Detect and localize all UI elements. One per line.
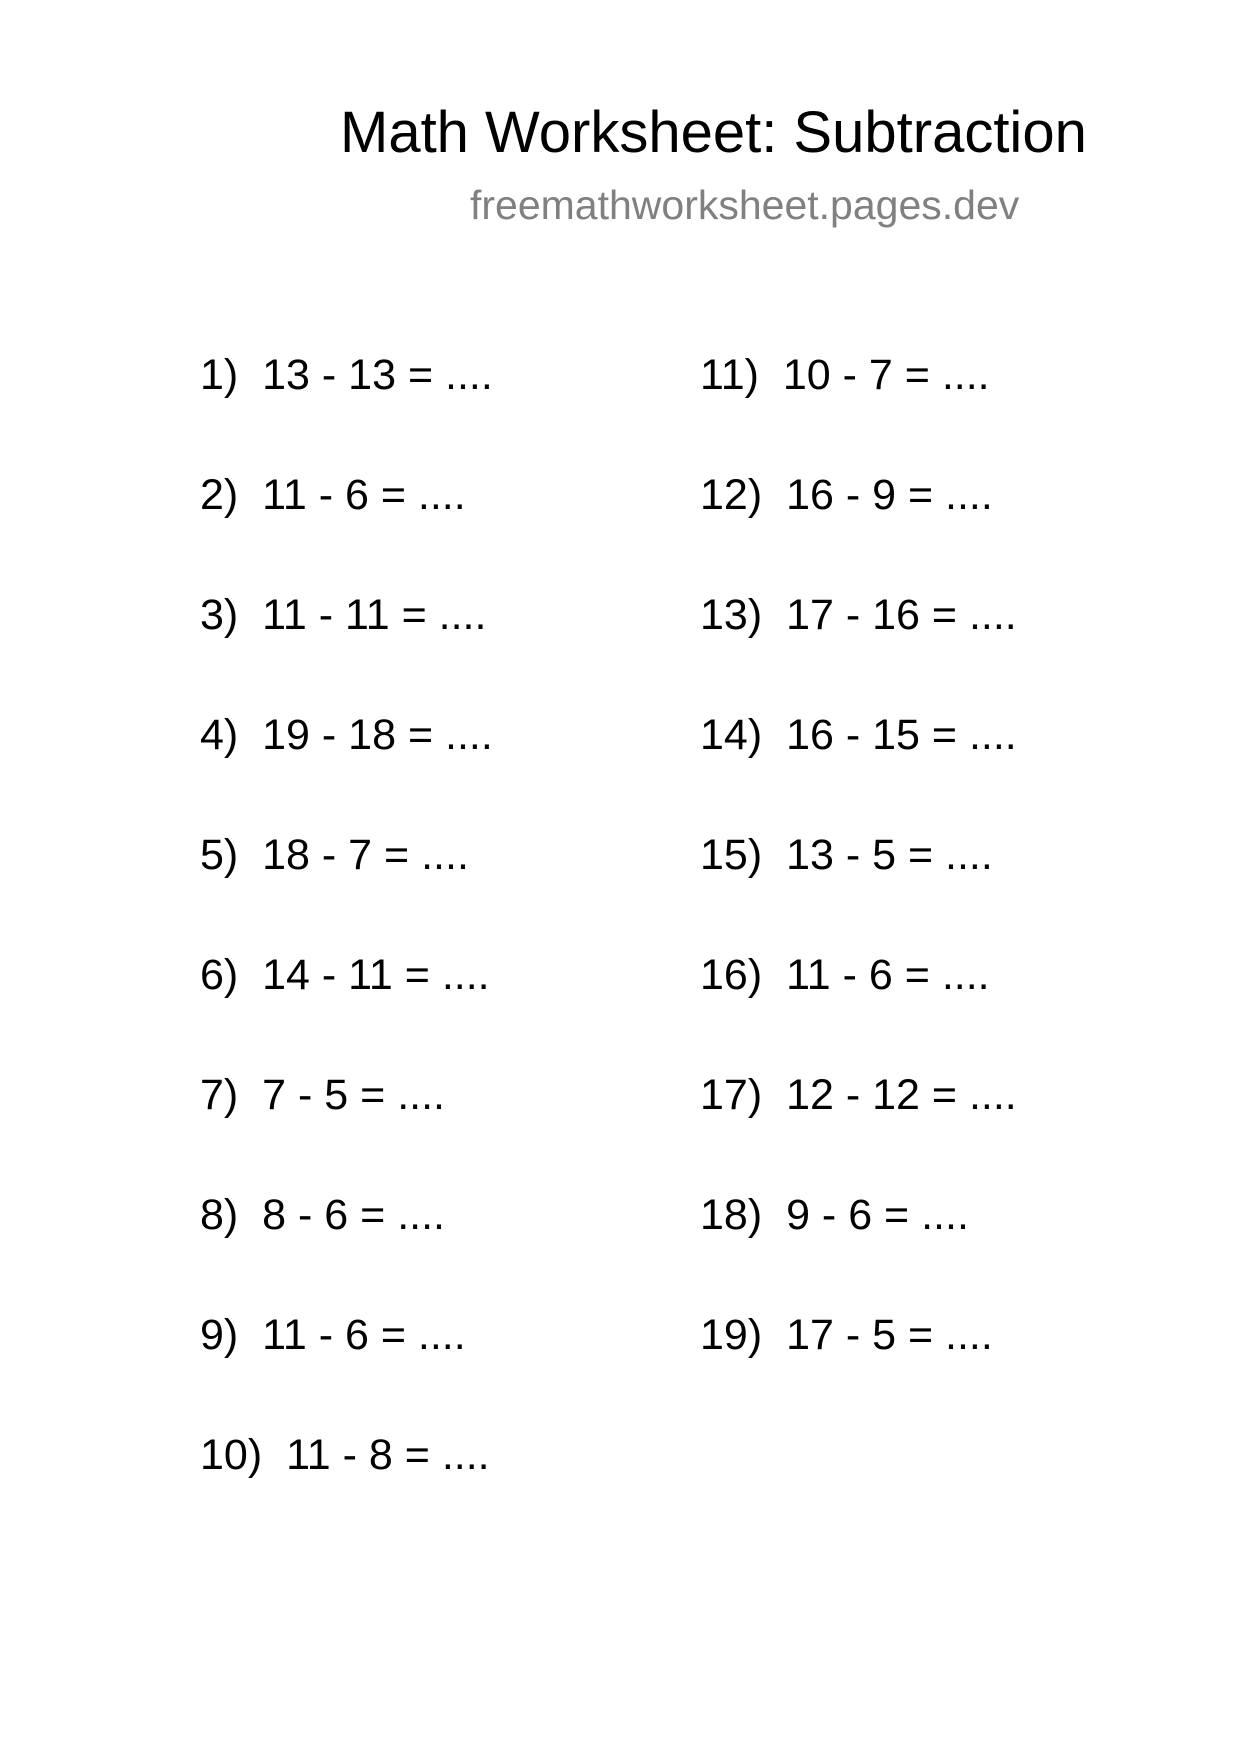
problem-item bbox=[200, 1308, 660, 1428]
problem-expression: 11 - 6 = .... bbox=[262, 1311, 466, 1359]
problem-expression: 13 - 5 = .... bbox=[786, 831, 993, 879]
site-url: freemathworksheet.pages.dev bbox=[470, 182, 1020, 228]
page-title: Math Worksheet: Subtraction bbox=[340, 100, 1087, 165]
problem-item bbox=[200, 1188, 660, 1308]
problem-expression: 16 - 15 = .... bbox=[786, 711, 1017, 759]
problem-expression: 11 - 8 = .... bbox=[286, 1431, 490, 1479]
problem-item bbox=[200, 1068, 660, 1188]
problem-number: 17 ) bbox=[700, 1071, 786, 1119]
problem-number: 11 ) bbox=[700, 351, 783, 399]
problem-number: 2 ) bbox=[200, 471, 262, 519]
problem-expression: 12 - 12 = .... bbox=[786, 1071, 1017, 1119]
problem-expression: 11 - 6 = .... bbox=[786, 951, 990, 999]
problem-item bbox=[700, 948, 1160, 1068]
problem-expression: 11 - 11 = .... bbox=[262, 591, 487, 639]
problem-expression: 10 - 7 = .... bbox=[782, 351, 990, 399]
problem-item bbox=[200, 588, 660, 708]
problem-item bbox=[700, 708, 1160, 828]
problem-item bbox=[200, 348, 660, 468]
problem-expression: 7 - 5 = .... bbox=[262, 1071, 445, 1119]
problem-expression: 11 - 6 = .... bbox=[262, 471, 466, 519]
problem-item bbox=[700, 348, 1160, 468]
problem-list-left bbox=[200, 348, 660, 1548]
problem-item bbox=[200, 708, 660, 828]
problem-number: 3 ) bbox=[200, 591, 262, 639]
problem-number: 8 ) bbox=[200, 1191, 262, 1239]
problem-item bbox=[200, 1428, 660, 1548]
problem-number: 10 ) bbox=[200, 1431, 286, 1479]
problem-expression: 9 - 6 = .... bbox=[786, 1191, 969, 1239]
problem-expression: 14 - 11 = .... bbox=[262, 951, 490, 999]
problem-list-right bbox=[700, 348, 1160, 1428]
problem-expression: 8 - 6 = .... bbox=[262, 1191, 445, 1239]
problem-item bbox=[700, 1188, 1160, 1308]
problem-number: 7 ) bbox=[200, 1071, 262, 1119]
problem-number: 6 ) bbox=[200, 951, 262, 999]
problem-number: 18 ) bbox=[700, 1191, 786, 1239]
problem-expression: 19 - 18 = .... bbox=[262, 711, 493, 759]
problem-item bbox=[200, 828, 660, 948]
problem-item bbox=[700, 1068, 1160, 1188]
problem-expression: 13 - 13 = .... bbox=[262, 351, 493, 399]
problem-number: 1 ) bbox=[200, 351, 262, 399]
problem-item bbox=[700, 588, 1160, 708]
problem-item bbox=[200, 948, 660, 1068]
problem-item bbox=[200, 468, 660, 588]
problem-expression: 17 - 16 = .... bbox=[786, 591, 1017, 639]
problem-expression: 16 - 9 = .... bbox=[786, 471, 993, 519]
problem-number: 4 ) bbox=[200, 711, 262, 759]
problem-number: 13 ) bbox=[700, 591, 786, 639]
problem-number: 15 ) bbox=[700, 831, 786, 879]
problem-expression: 18 - 7 = .... bbox=[262, 831, 469, 879]
problem-item bbox=[700, 468, 1160, 588]
problem-number: 9 ) bbox=[200, 1311, 262, 1359]
problem-item bbox=[700, 1308, 1160, 1428]
problem-number: 14 ) bbox=[700, 711, 786, 759]
problem-expression: 17 - 5 = .... bbox=[786, 1311, 993, 1359]
problem-number: 19 ) bbox=[700, 1311, 786, 1359]
problem-number: 12 ) bbox=[700, 471, 786, 519]
problem-number: 16 ) bbox=[700, 951, 786, 999]
problem-item bbox=[700, 828, 1160, 948]
problem-number: 5 ) bbox=[200, 831, 262, 879]
